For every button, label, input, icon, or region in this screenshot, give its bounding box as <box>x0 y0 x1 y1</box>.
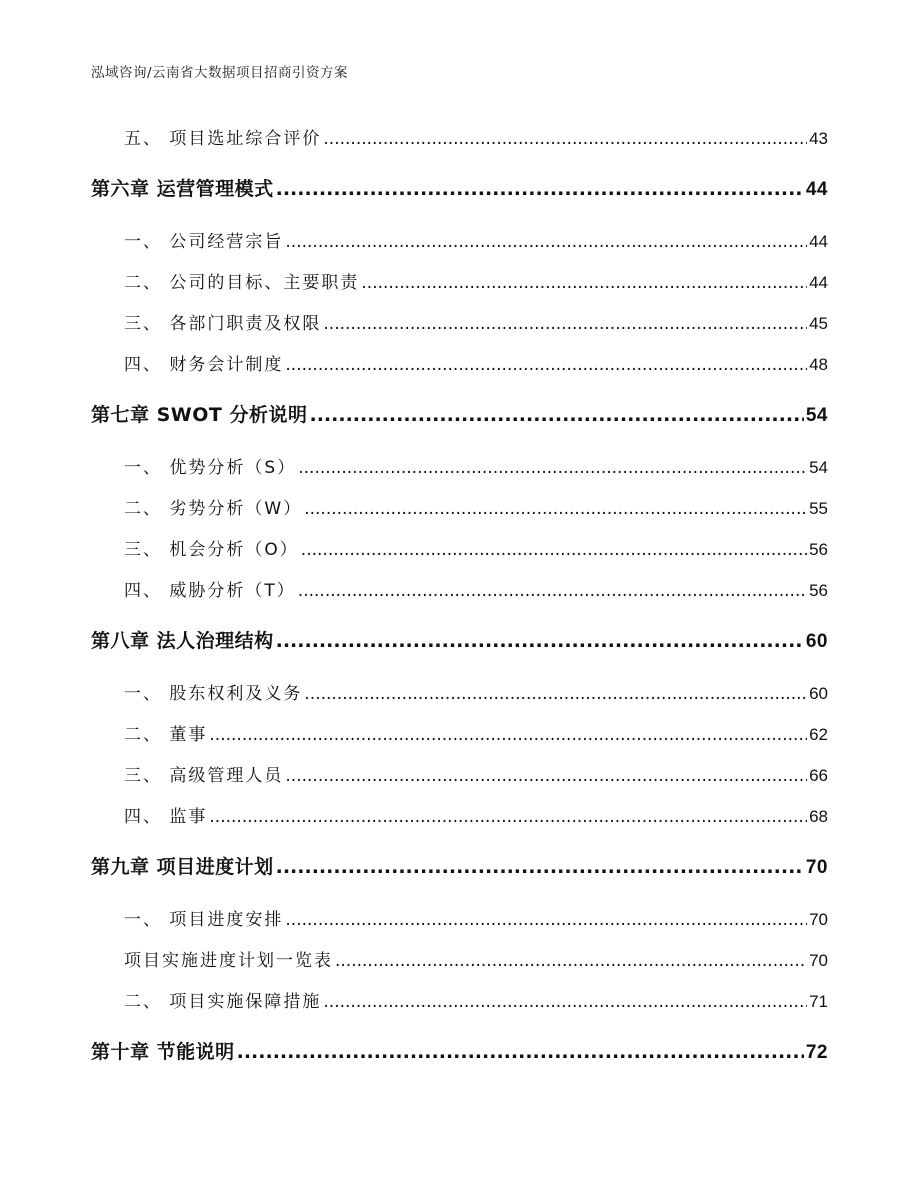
toc-chapter-label: 第十章 节能说明 <box>91 1041 235 1063</box>
toc-chapter[interactable] <box>91 852 828 879</box>
toc-leader-dots <box>209 807 807 824</box>
toc-entry[interactable] <box>91 905 828 930</box>
toc-entry-label: 四、 威胁分析（T） <box>124 581 296 601</box>
toc-chapter-page: 72 <box>805 1042 828 1063</box>
toc-chapter[interactable] <box>91 626 828 653</box>
toc-entry-page: 54 <box>809 458 828 477</box>
toc-leader-dots <box>276 178 804 197</box>
toc-leader-dots <box>309 404 803 423</box>
toc-entry-label: 二、 项目实施保障措施 <box>124 992 322 1012</box>
toc-leader-dots <box>323 129 807 146</box>
toc-entry-page: 48 <box>809 355 828 374</box>
toc-chapter-page: 70 <box>805 857 828 878</box>
toc-entry[interactable] <box>91 946 828 971</box>
toc-leader-dots <box>298 581 807 598</box>
toc-leader-dots <box>301 540 807 557</box>
toc-leader-dots <box>304 684 807 701</box>
toc-entry-label: 一、 项目进度安排 <box>124 910 284 930</box>
toc-leader-dots <box>276 630 804 649</box>
toc-leader-dots <box>285 766 807 783</box>
toc-entry[interactable] <box>91 124 828 149</box>
toc-leader-dots <box>285 910 807 927</box>
toc-leader-dots <box>323 314 807 331</box>
toc-chapter-label: 第七章 SWOT 分析说明 <box>91 404 308 426</box>
toc-entry-page: 45 <box>809 314 828 333</box>
toc-entry[interactable] <box>91 268 828 293</box>
toc-chapter-page: 54 <box>805 405 828 426</box>
toc-entry[interactable] <box>91 679 828 704</box>
toc-leader-dots <box>285 232 807 249</box>
toc-chapter-label: 第八章 法人治理结构 <box>91 630 274 652</box>
toc-leader-dots <box>361 273 807 290</box>
toc-entry[interactable] <box>91 350 828 375</box>
toc-entry-label: 一、 股东权利及义务 <box>124 684 303 704</box>
toc-entry-label: 五、 项目选址综合评价 <box>124 129 322 149</box>
toc-entry-label: 三、 各部门职责及权限 <box>124 314 322 334</box>
toc-entry-page: 44 <box>809 273 828 292</box>
toc-entry[interactable] <box>91 494 828 519</box>
toc-entry[interactable] <box>91 535 828 560</box>
toc-entry-page: 56 <box>809 540 828 559</box>
toc-entry-label: 二、 公司的目标、主要职责 <box>124 273 360 293</box>
toc-leader-dots <box>323 992 807 1009</box>
toc-entry-page: 71 <box>809 992 828 1011</box>
toc-entry-label: 二、 劣势分析（W） <box>124 499 303 519</box>
toc-entry-label: 一、 优势分析（S） <box>124 458 297 478</box>
toc-entry-page: 66 <box>809 766 828 785</box>
toc-chapter-page: 60 <box>805 631 828 652</box>
toc-entry-page: 60 <box>809 684 828 703</box>
toc-entry-page: 70 <box>809 951 828 970</box>
toc-leader-dots <box>276 856 804 875</box>
toc-chapter[interactable] <box>91 1037 828 1064</box>
toc-leader-dots <box>209 725 807 742</box>
toc-entry-page: 70 <box>809 910 828 929</box>
toc-leader-dots <box>237 1041 804 1060</box>
toc-entry-page: 44 <box>809 232 828 251</box>
page-header: 泓域咨询/云南省大数据项目招商引资方案 <box>91 65 349 81</box>
toc-leader-dots <box>298 458 807 475</box>
toc-entry-page: 43 <box>809 129 828 148</box>
toc-entry[interactable] <box>91 720 828 745</box>
toc-entry-label: 一、 公司经营宗旨 <box>124 232 284 252</box>
toc-chapter-page: 44 <box>805 179 828 200</box>
toc-entry-page: 56 <box>809 581 828 600</box>
toc-entry[interactable] <box>91 576 828 601</box>
toc-chapter[interactable] <box>91 174 828 201</box>
toc-entry[interactable] <box>91 802 828 827</box>
toc-leader-dots <box>304 499 807 516</box>
toc-entry-label: 四、 财务会计制度 <box>124 355 284 375</box>
toc-entry[interactable] <box>91 227 828 252</box>
toc-leader-dots <box>335 951 807 968</box>
toc-entry[interactable] <box>91 987 828 1012</box>
toc-entry-page: 55 <box>809 499 828 518</box>
toc-entry-label: 三、 高级管理人员 <box>124 766 284 786</box>
toc-chapter-label: 第九章 项目进度计划 <box>91 856 274 878</box>
toc-leader-dots <box>285 355 807 372</box>
toc-entry[interactable] <box>91 309 828 334</box>
toc-chapter-label: 第六章 运营管理模式 <box>91 178 274 200</box>
toc-entry-label: 三、 机会分析（O） <box>124 540 299 560</box>
toc-chapter[interactable] <box>91 400 828 427</box>
toc-entry[interactable] <box>91 761 828 786</box>
toc-entry-label: 项目实施进度计划一览表 <box>124 951 333 971</box>
toc-entry[interactable] <box>91 453 828 478</box>
toc-entry-page: 62 <box>809 725 828 744</box>
toc-entry-page: 68 <box>809 807 828 826</box>
toc-entry-label: 二、 董事 <box>124 725 208 745</box>
toc-entry-label: 四、 监事 <box>124 807 208 827</box>
